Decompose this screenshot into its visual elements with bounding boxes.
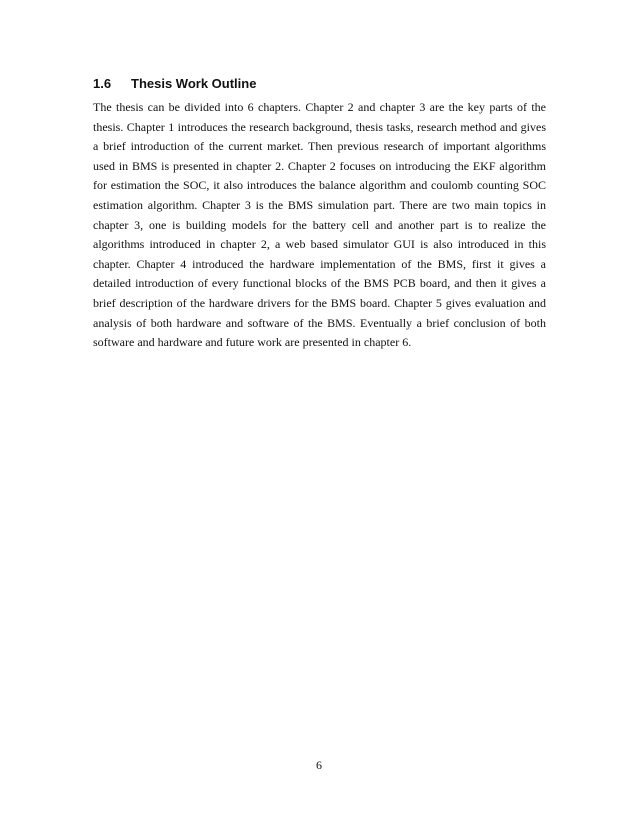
page-number: 6 (316, 758, 322, 772)
section-title: Thesis Work Outline (131, 76, 257, 91)
section-number: 1.6 (93, 76, 112, 91)
section-heading (93, 76, 256, 92)
body-paragraph: The thesis can be divided into 6 chapters. Chapter 2 and chapter 3 are the key parts of the thesis. Chapter 1 introduces the research background, thesis tasks, research method and gives a brief introduction of the current market. Then previous research of important algorithms used in BMS is presented in chapter 2. Chapter 2 focuses on introducing the EKF algorithm for estimation the SOC, it also introduces the balance algorithm and coulomb counting SOC estimation algorithm. Chapter 3 is the BMS simulation part. There are two main topics in chapter 3, one is building models for the battery cell and another part is to realize the algorithms introduced in chapter 2, a web based simulator GUI is also introduced in this chapter. Chapter 4 introduced the hardware implementation of the BMS, first it gives a detailed introduction of every functional blocks of the BMS PCB board, and then it gives a brief description of the hardware drivers for the BMS board. Chapter 5 gives evaluation and analysis of both hardware and software of the BMS. Eventually a brief conclusion of both software and hardware and future work are presented in chapter 6. (93, 100, 546, 350)
